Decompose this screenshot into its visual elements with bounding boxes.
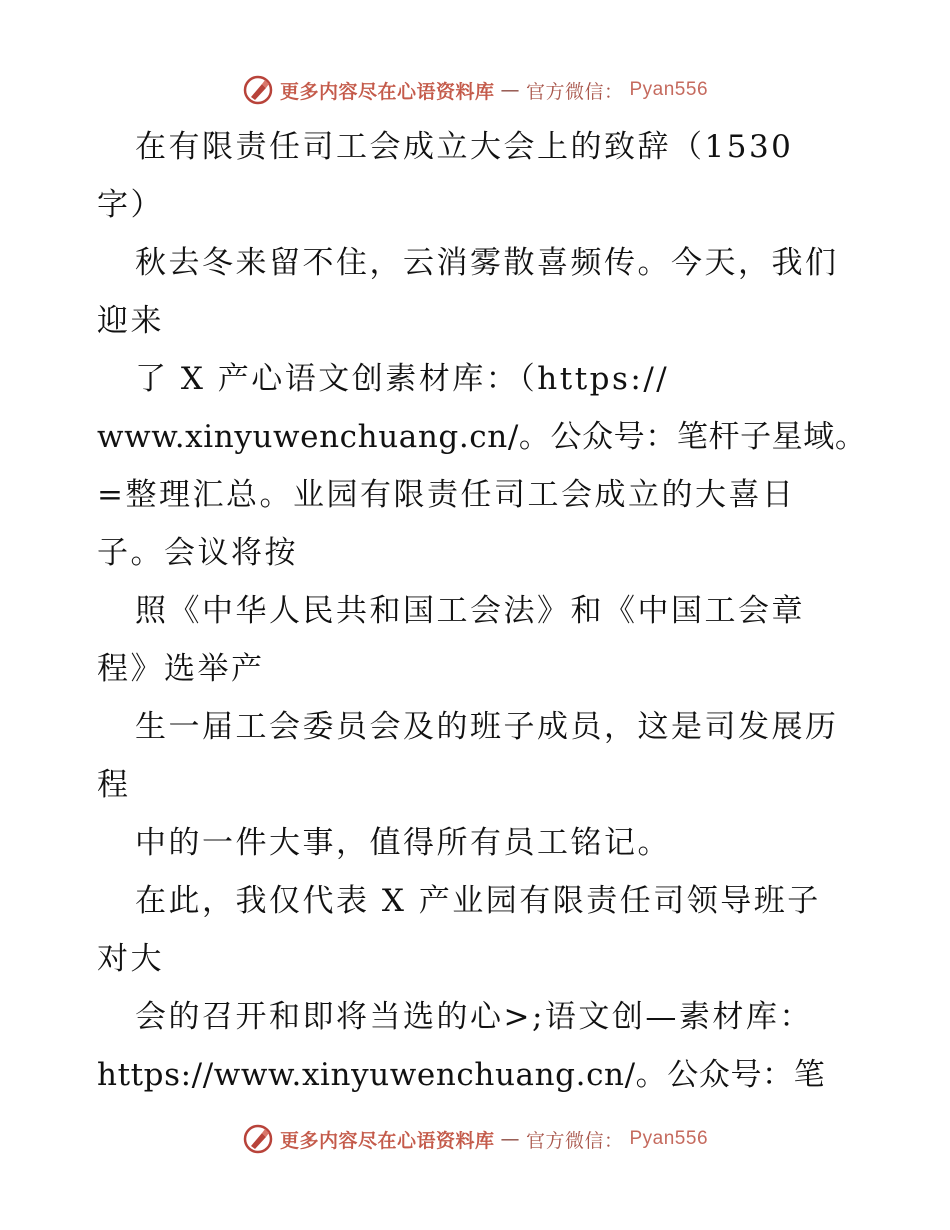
watermark-title: 更多内容尽在心语资料库 <box>279 80 495 103</box>
pen-logo-icon <box>242 74 274 106</box>
document-line: 中的一件大事，值得所有员工铭记。 <box>135 825 671 861</box>
document-line: 子。会议将按 <box>97 535 298 571</box>
pen-logo-icon <box>242 1123 274 1155</box>
document-line: =整理汇总。业园有限责任司工会成立的大喜日 <box>97 477 796 513</box>
document-line: www.xinyuwenchuang.cn/。公众号：笔杆子星域。 <box>97 419 867 455</box>
document-line: 生一届工会委员会及的班子成员，这是司发展历 <box>135 709 839 745</box>
document-line: 在此，我仅代表 X 产业园有限责任司领导班子 <box>135 883 821 919</box>
document-line: 了 X 产心语文创素材库：（https:// <box>135 361 670 397</box>
document-line: 字） <box>97 187 164 223</box>
watermark-header <box>0 72 950 108</box>
document-line: 会的召开和即将当选的心>;语文创—素材库： <box>135 999 813 1035</box>
watermark-wechat-id: Pyan556 <box>629 1128 709 1149</box>
document-line: 程 <box>97 767 131 803</box>
document-line: 迎来 <box>97 303 164 339</box>
document-line: 对大 <box>97 941 164 977</box>
document-line: https://www.xinyuwenchuang.cn/。公众号：笔 <box>97 1057 826 1093</box>
watermark-footer <box>0 1121 950 1157</box>
document-line: 秋去冬来留不住，云消雾散喜频传。今天，我们 <box>135 245 839 281</box>
watermark-title: 更多内容尽在心语资料库 <box>279 1129 495 1152</box>
document-line: 程》选举产 <box>97 651 265 687</box>
document-title-line: 在有限责任司工会成立大会上的致辞（1530 <box>135 129 794 165</box>
watermark-dash: — <box>500 79 520 101</box>
watermark-dash: — <box>500 1128 520 1150</box>
watermark-wechat-label: 官方微信： <box>525 1129 624 1152</box>
document-line: 照《中华人民共和国工会法》和《中国工会章 <box>135 593 805 629</box>
document-body <box>97 118 897 1104</box>
watermark-wechat-id: Pyan556 <box>629 79 709 100</box>
watermark-wechat-label: 官方微信： <box>525 80 624 103</box>
